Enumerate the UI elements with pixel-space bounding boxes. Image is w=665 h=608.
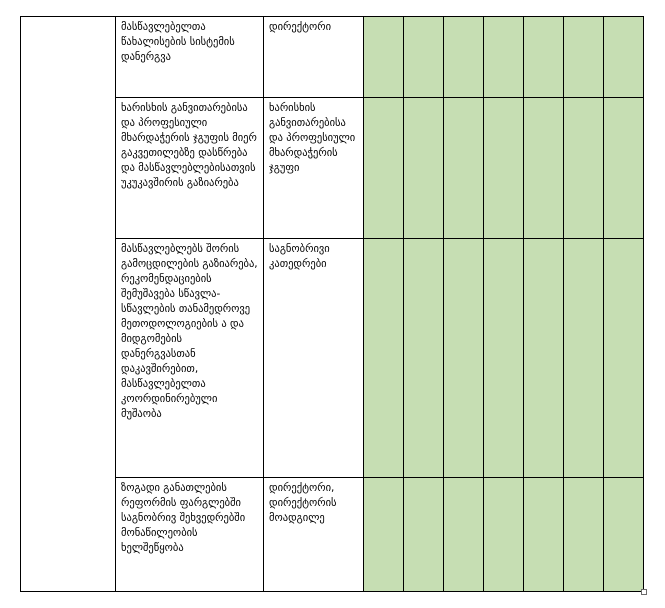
timeline-cell[interactable] <box>604 239 644 478</box>
plan-table <box>20 16 644 592</box>
timeline-cell[interactable] <box>564 17 604 98</box>
activity-text: ხარისხის განვითარებისა და პროფესიული მხარდაჭერის ჯგუფის მიერ გაკვეთილებზე დასწრება და მასწავლებლებისათვის უკუკავშირის გაზიარება <box>121 102 257 189</box>
timeline-cell[interactable] <box>604 98 644 239</box>
empty-first-column-cell <box>21 17 116 592</box>
timeline-cell[interactable] <box>444 98 484 239</box>
activity-cell[interactable] <box>116 239 264 478</box>
timeline-cell[interactable] <box>484 478 524 592</box>
responsible-text: ხარისხის განვითარებისა და პროფესიული მხარდაჭერის ჯგუფი <box>269 102 356 174</box>
timeline-cell[interactable] <box>484 17 524 98</box>
activity-text: ზოგადი განათლების რეფორმის ფარგლებში საგნობრივ შეხვედრებში მონაწილეობის ხელშეწყობა <box>121 482 246 554</box>
timeline-cell[interactable] <box>444 17 484 98</box>
table-resize-handle[interactable] <box>641 589 647 595</box>
timeline-cell[interactable] <box>404 17 444 98</box>
activity-cell[interactable] <box>116 478 264 592</box>
activity-cell[interactable] <box>116 98 264 239</box>
activity-text: მასწავლებელთა წახალისების სისტემის დანერგვა <box>121 21 235 63</box>
timeline-cell[interactable] <box>364 98 404 239</box>
timeline-cell[interactable] <box>404 98 444 239</box>
activity-text: მასწავლებლებს შორის გამოცდილების გაზიარება, რეკომენდაციების შემუშავება სწავლა-სწავლების თანამედროვე მეთოდოლოგიების ა და მიდგომების დანერგვასთან დაკავშირებით, მასწავლებელთა კოორდინირებული მუშაობა <box>121 243 258 420</box>
responsible-text: დირექტორი, დირექტორის მოადგილე <box>269 482 337 524</box>
timeline-cell[interactable] <box>524 17 564 98</box>
timeline-cell[interactable] <box>484 239 524 478</box>
timeline-cell[interactable] <box>484 98 524 239</box>
timeline-cell[interactable] <box>364 17 404 98</box>
timeline-cell[interactable] <box>524 98 564 239</box>
activity-cell[interactable] <box>116 17 264 98</box>
timeline-cell[interactable] <box>444 239 484 478</box>
timeline-cell[interactable] <box>604 17 644 98</box>
timeline-cell[interactable] <box>564 98 604 239</box>
responsible-text: დირექტორი <box>269 21 332 33</box>
responsible-cell[interactable] <box>264 17 364 98</box>
timeline-cell[interactable] <box>364 239 404 478</box>
timeline-cell[interactable] <box>404 478 444 592</box>
responsible-cell[interactable] <box>264 239 364 478</box>
responsible-cell[interactable] <box>264 98 364 239</box>
timeline-cell[interactable] <box>524 239 564 478</box>
timeline-cell[interactable] <box>364 478 404 592</box>
timeline-cell[interactable] <box>444 478 484 592</box>
timeline-cell[interactable] <box>404 239 444 478</box>
table-row <box>21 17 644 98</box>
responsible-cell[interactable] <box>264 478 364 592</box>
timeline-cell[interactable] <box>564 478 604 592</box>
timeline-cell[interactable] <box>564 239 604 478</box>
responsible-text: საგნობრივი კათედრები <box>269 243 330 270</box>
timeline-cell[interactable] <box>604 478 644 592</box>
timeline-cell[interactable] <box>524 478 564 592</box>
